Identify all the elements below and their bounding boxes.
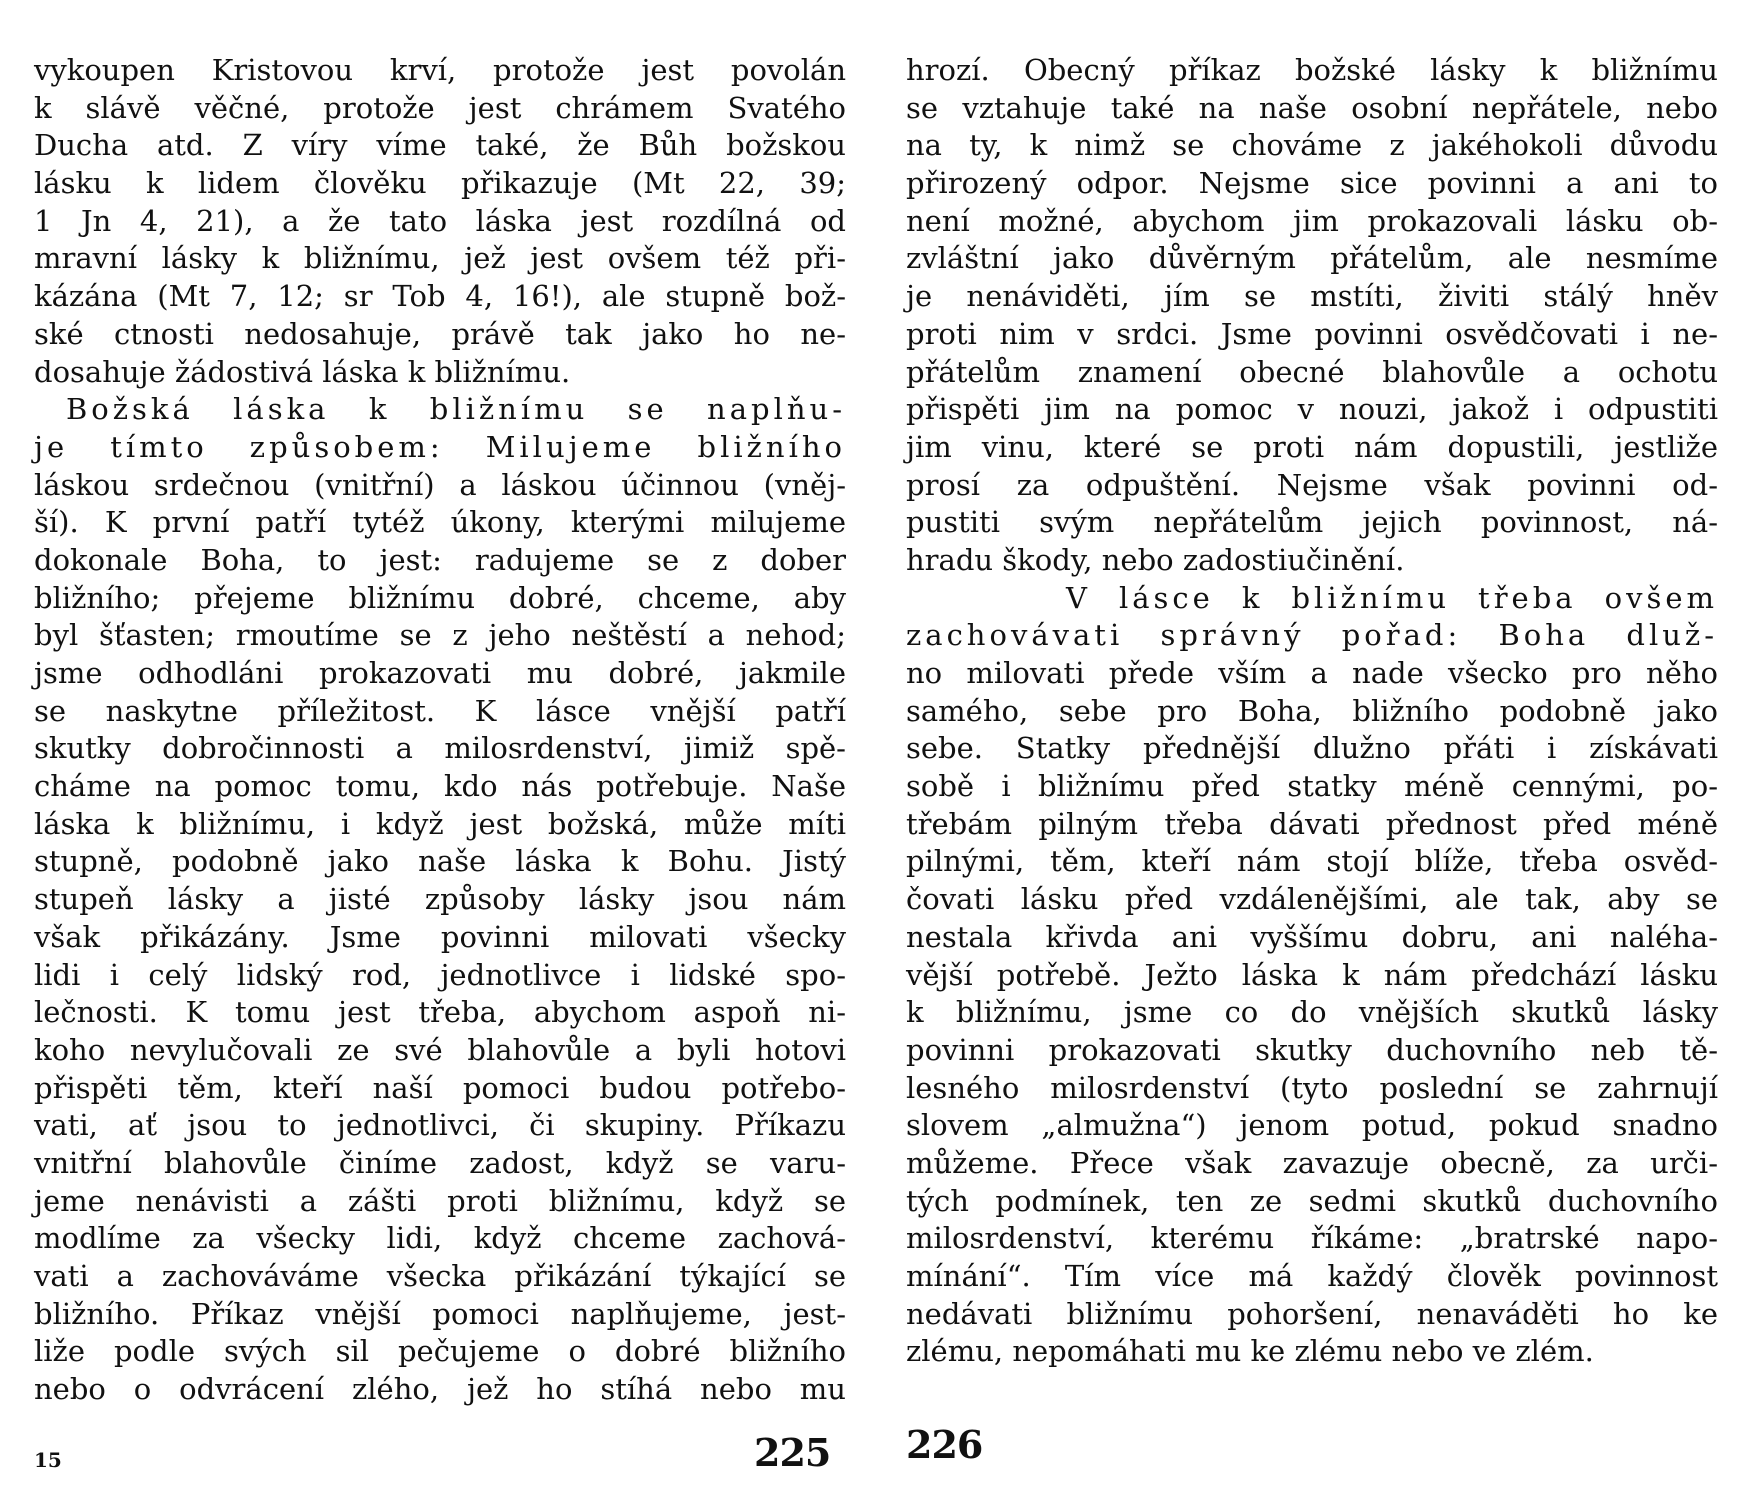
text-line: hrozí. Obecný příkaz božské lásky k bližnímu [906, 53, 1718, 87]
text-line: dosahuje žádostivá láska k bližnímu. [34, 354, 571, 389]
text-line: liže podle svých sil pečujeme o dobré bližního [34, 1334, 846, 1369]
text-line: 1 Jn 4, 21), a že tato láska jest rozdílná od [34, 203, 846, 238]
text-line: slovem „almužna“) jenom potud, pokud snadno [906, 1108, 1718, 1143]
text-line: bližního; přejeme bližnímu dobré, chceme, aby [34, 580, 846, 615]
text-line: povinni prokazovati skutky duchovního neb tě- [906, 1032, 1718, 1067]
text-line: Ducha atd. Z víry víme také, že Bůh božskou [34, 128, 846, 163]
text-line: je nenáviděti, jím se mstíti, živiti stálý hněv [906, 279, 1718, 314]
text-line: láska k bližnímu, i když jest božská, může míti [34, 806, 846, 841]
text-line: přirozený odpor. Nejsme sice povinni a ani to [906, 166, 1718, 201]
text-line: pilnými, těm, kteří nám stojí blíže, třeba osvěd- [906, 844, 1718, 879]
text-line: mravní lásky k bližnímu, jež jest ovšem též při- [34, 241, 846, 276]
left-page [34, 52, 846, 1409]
text-line: láskou srdečnou (vnitřní) a láskou účinnou (vněj- [34, 467, 846, 502]
text-line: není možné, abychom jim prokazovali lásku ob- [906, 203, 1718, 238]
text-line: se naskytne příležitost. K lásce vnější patří [34, 693, 846, 728]
text-line: jim vinu, které se proti nám dopustili, jestliže [906, 429, 1718, 464]
text-line: na ty, k nimž se chováme z jakéhokoli důvodu [906, 128, 1718, 163]
text-line: přispěti jim na pomoc v nouzi, jakož i odpustiti [906, 392, 1718, 427]
text-line: proti nim v srdci. Jsme povinni osvědčovati i ne- [906, 316, 1718, 351]
page-number-right: 226 [906, 1422, 983, 1467]
text-line: zvláštní jako důvěrným přátelům, ale nesmíme [906, 241, 1718, 276]
text-line: milosrdenství, kterému říkáme: „bratrské napo- [906, 1221, 1718, 1256]
text-line: nebo o odvrácení zlého, jež ho stíhá nebo mu [34, 1372, 846, 1407]
text-line: jsme odhodláni prokazovati mu dobré, jakmile [34, 656, 846, 690]
text-line: k slávě věčné, protože jest chrámem Svatého [34, 90, 846, 125]
text-line: však přikázány. Jsme povinni milovati všecky [34, 919, 846, 954]
text-line: pustiti svým nepřátelům jejich povinnost, ná- [906, 505, 1718, 540]
text-line: lidi i celý lidský rod, jednotlivce i lidské spo- [34, 957, 846, 992]
text-line: modlíme za všecky lidi, když chceme zachová- [34, 1221, 846, 1256]
text-line: no milovati přede vším a nade všecko pro něho [906, 656, 1718, 690]
text-line: hradu škody, nebo zadostiučinění. [906, 542, 1405, 577]
text-line: k bližnímu, jsme co do vnějších skutků lásky [906, 995, 1718, 1030]
text-line: nestala křivda ani vyššímu dobru, ani naléha- [906, 919, 1718, 954]
text-line: nedávati bližnímu pohoršení, nenaváděti ho ke [906, 1296, 1718, 1331]
signature-mark: 15 [34, 1448, 62, 1472]
text-line: je tímto způsobem: Milujeme bližního [34, 429, 846, 464]
text-line: vnitřní blahovůle činíme zadost, když se varu- [34, 1145, 846, 1180]
text-line: dokonale Boha, to jest: radujeme se z dober [34, 542, 846, 577]
text-line: třebám pilným třeba dávati přednost před méně [906, 806, 1718, 841]
text-line: stupně, podobně jako naše láska k Bohu. Jistý [34, 844, 846, 879]
text-line: V lásce k bližnímu třeba ovšem [1066, 580, 1718, 615]
text-line: skutky dobročinnosti a milosrdenství, jimiž spě- [34, 731, 846, 766]
text-line: můžeme. Přece však zavazuje obecně, za urči- [906, 1145, 1718, 1180]
text-line: prosí za odpuštění. Nejsme však povinni od- [906, 467, 1718, 502]
text-line: koho nevylučovali ze své blahovůle a byli hotovi [34, 1032, 846, 1067]
text-line: sebe. Statky přednější dlužno přáti i získávati [906, 731, 1718, 766]
text-line: samého, sebe pro Boha, bližního podobně jako [906, 693, 1718, 728]
text-line: kázána (Mt 7, 12; sr Tob 4, 16!), ale stupně bož- [34, 279, 846, 314]
text-line: lečnosti. K tomu jest třeba, abychom aspoň ni- [34, 995, 846, 1030]
text-line: lásku k lidem člověku přikazuje (Mt 22, 39; [34, 166, 846, 201]
text-line: se vztahuje také na naše osobní nepřátele, nebo [906, 90, 1718, 125]
text-line: mínání“. Tím více má každý člověk povinnost [906, 1259, 1718, 1293]
text-line: ské ctnosti nedosahuje, právě tak jako ho ne- [34, 316, 846, 351]
text-line: vější potřebě. Ježto láska k nám předchází lásku [906, 957, 1718, 992]
text-line: zachovávati správný pořad: Boha dluž- [906, 618, 1718, 653]
text-line: vati, ať jsou to jednotlivci, či skupiny. Příkazu [34, 1108, 846, 1143]
text-line: tých podmínek, ten ze sedmi skutků duchovního [906, 1183, 1718, 1218]
right-page [906, 52, 1718, 1371]
text-line: vati a zachováváme všecka přikázání týkající se [34, 1259, 846, 1293]
text-line: přispěti těm, kteří naší pomoci budou potřebo- [34, 1070, 846, 1105]
page-number-left: 225 [754, 1430, 831, 1475]
text-line: jeme nenávisti a zášti proti bližnímu, když se [34, 1183, 846, 1218]
text-line: přátelům znamení obecné blahovůle a ochotu [906, 354, 1718, 389]
text-line: Božská láska k bližnímu se naplňu- [66, 392, 846, 427]
text-line: byl šťasten; rmoutíme se z jeho neštěstí a nehod; [34, 618, 846, 653]
text-line: vykoupen Kristovou krví, protože jest povolán [34, 53, 846, 87]
text-line: ší). K první patří tytéž úkony, kterými milujeme [34, 505, 846, 540]
text-line: cháme na pomoc tomu, kdo nás potřebuje. Naše [34, 769, 846, 804]
text-line: sobě i bližnímu před statky méně cennými, po- [906, 769, 1718, 804]
text-line: lesného milosrdenství (tyto poslední se zahrnují [906, 1070, 1718, 1105]
text-line: bližního. Příkaz vnější pomoci naplňujeme, jest- [34, 1296, 846, 1331]
text-line: stupeň lásky a jisté způsoby lásky jsou nám [34, 882, 846, 917]
text-line: zlému, nepomáhati mu ke zlému nebo ve zlém. [906, 1334, 1594, 1369]
text-line: čovati lásku před vzdálenějšími, ale tak, aby se [906, 882, 1718, 917]
